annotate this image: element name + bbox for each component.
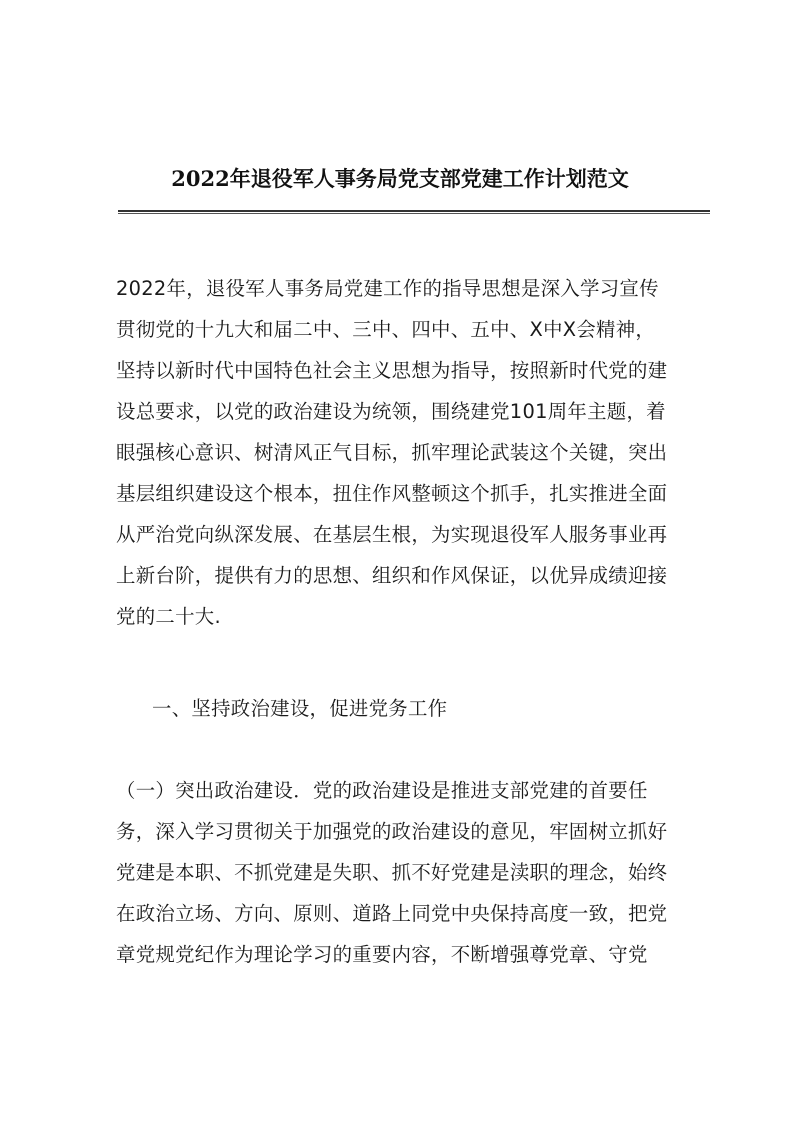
paragraph-guiding-thought: [116, 268, 716, 637]
text-line: 上新台阶，提供有力的思想、组织和作风保证，以优异成绩迎接: [116, 564, 668, 587]
text-line: 基层组织建设这个根本，扭住作风整顿这个抓手，扎实推进全面: [116, 482, 668, 505]
text-line: 坚持以新时代中国特色社会主义思想为指导，按照新时代党的建: [116, 359, 668, 382]
text-line: 党建是本职、不抓党建是失职、抓不好党建是渎职的理念，始终: [116, 861, 668, 884]
paragraph-political-building: [116, 770, 716, 975]
text-line: 眼强核心意识、树清风正气目标，抓牢理论武装这个关键，突出: [116, 441, 668, 464]
document-title: 2022年退役军人事务局党支部党建工作计划范文: [171, 166, 629, 191]
text-line: 贯彻党的十九大和届二中、三中、四中、五中、X中X会精神，: [116, 318, 656, 341]
text-line: 在政治立场、方向、原则、道路上同党中央保持高度一致，把党: [116, 902, 668, 925]
text-line: 务，深入学习贯彻关于加强党的政治建设的意见，牢固树立抓好: [116, 820, 668, 843]
text-line: 党的二十大.: [116, 605, 221, 628]
text-line: （一）突出政治建设．党的政治建设是推进支部党建的首要任: [116, 779, 648, 802]
text-line: 从严治党向纵深发展、在基层生根，为实现退役军人服务事业再: [116, 523, 668, 546]
text-line: 章党规党纪作为理论学习的重要内容，不断增强尊党章、守党: [116, 943, 648, 966]
text-line: 2022年，退役军人事务局党建工作的指导思想是深入学习宣传: [116, 277, 659, 300]
title-divider: [118, 210, 710, 214]
text-line: 设总要求，以党的政治建设为统领，围绕建党101周年主题，着: [116, 400, 666, 423]
section-heading: 一、坚持政治建设，促进党务工作: [152, 697, 448, 720]
